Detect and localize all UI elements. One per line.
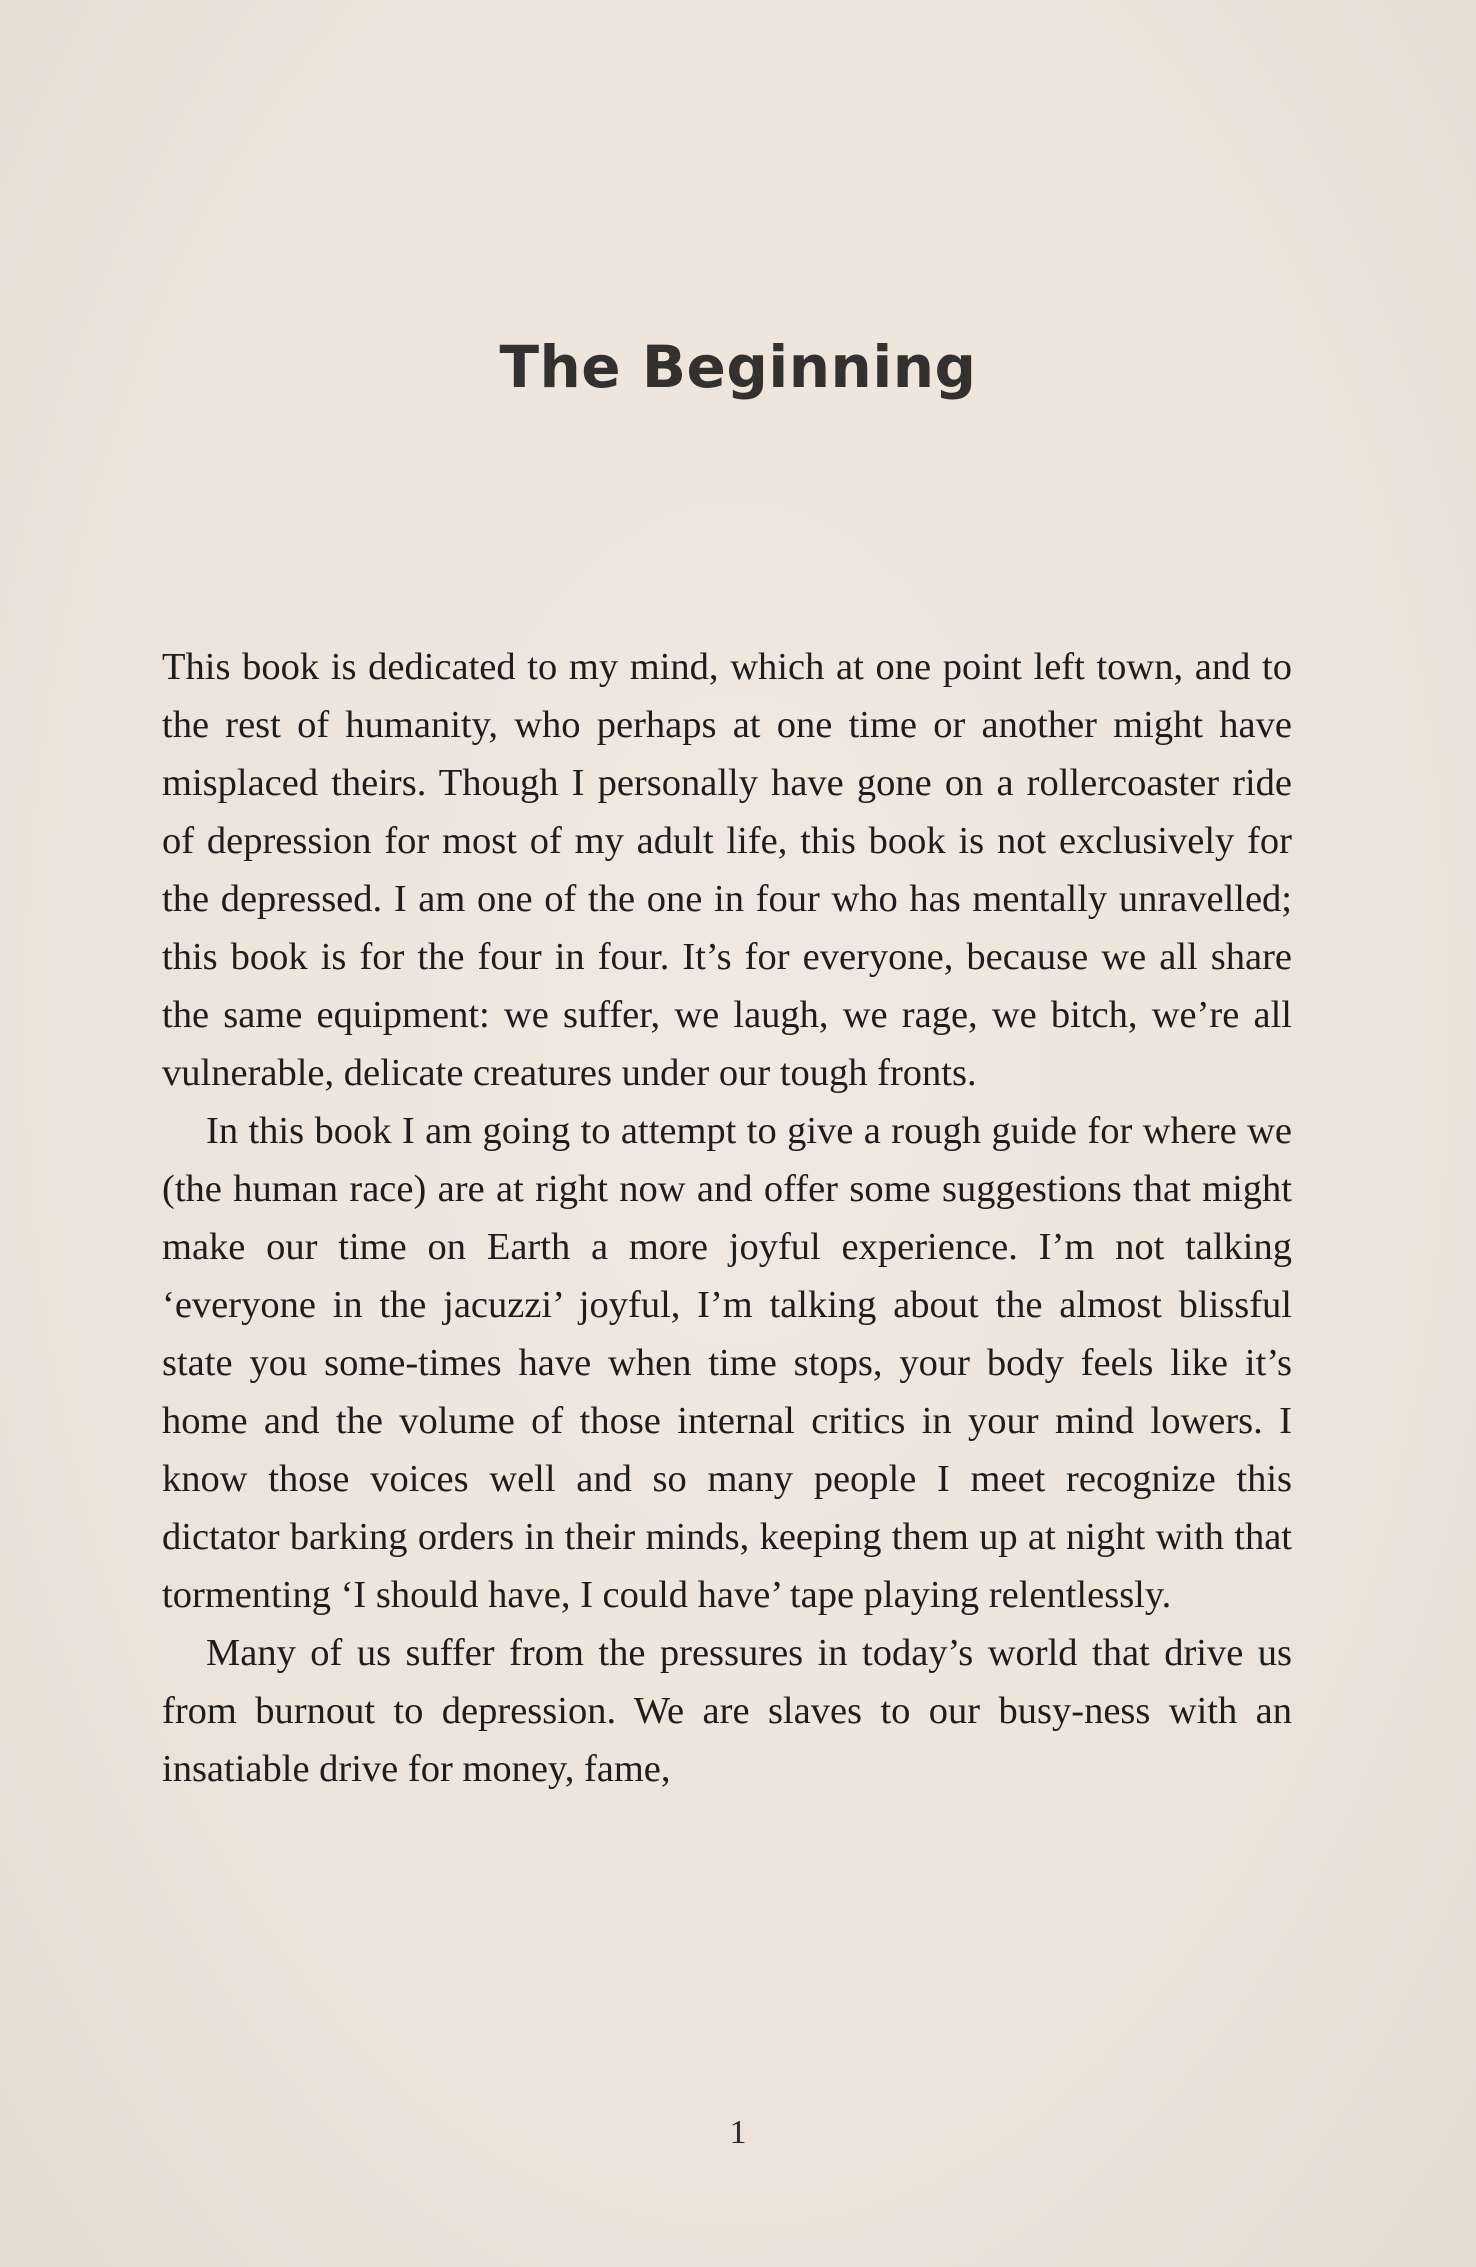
paragraph-3: Many of us suffer from the pressures in today’s world that drive us from burnout to depression. We are slaves to our busy-ness with an insatiable drive for money, fame,	[162, 1632, 1292, 1790]
paragraph-2: In this book I am going to attempt to give a rough guide for where we (the human race) are at right now and offer some suggestions that might make our time on Earth a more joyful experience. I’m not talking ‘everyone in the jacuzzi’ joyful, I’m talking about the almost blissful state you some-times have when time stops, your body feels like it’s home and the volume of those internal critics in your mind lowers. I know those voices well and so many people I meet recognize this dictator barking orders in their minds, keeping them up at night with that tormenting ‘I should have, I could have’ tape playing relentlessly.	[162, 1110, 1292, 1616]
paragraph-1: This book is dedicated to my mind, which at one point left town, and to the rest of humanity, who perhaps at one time or another might have misplaced theirs. Though I personally have gone on a rollercoaster ride of depression for most of my adult life, this book is not exclusively for the depressed. I am one of the one in four who has mentally unravelled; this book is for the four in four. It’s for everyone, because we all share the same equipment: we suffer, we laugh, we rage, we bitch, we’re all vulnerable, delicate creatures under our tough fronts.	[162, 646, 1292, 1094]
chapter-title: The Beginning	[499, 333, 977, 401]
page-number: 1	[729, 2114, 747, 2151]
chapter-body	[162, 638, 1292, 1798]
